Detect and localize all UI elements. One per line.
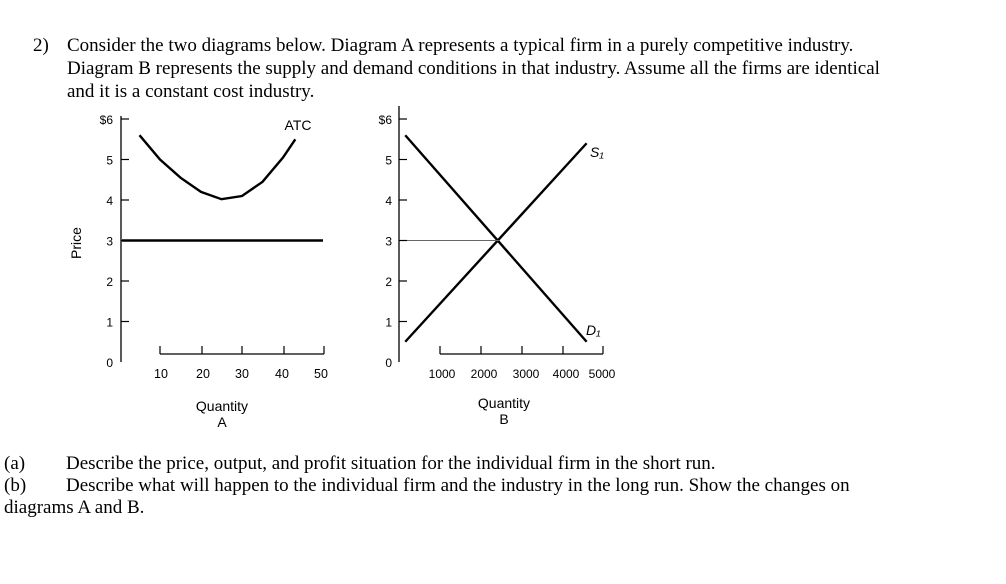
diagram-b-y-tick-label: $6: [378, 113, 392, 127]
diagram-a-y-tick-label: 1: [106, 315, 113, 330]
supply-label: S₁: [590, 144, 604, 160]
diagram-a-title: A: [217, 414, 227, 430]
diagram-a-x-tick-label: 20: [196, 367, 210, 381]
diagram-b: [379, 106, 616, 427]
demand-label: D₁: [586, 322, 601, 338]
question-line-3: and it is a constant cost industry.: [67, 81, 315, 102]
diagram-a-x-tick-label: 30: [235, 367, 249, 381]
diagram-a-y-tick-label: $6: [99, 113, 113, 127]
diagram-a-x-label: Quantity: [195, 398, 249, 414]
diagram-b-y-tick-label: 2: [385, 275, 392, 289]
diagram-b-x-tick-label: 1000: [428, 367, 456, 381]
diagram-b-y-tick-label: 0: [385, 356, 392, 370]
diagram-a-y-tick-label: 5: [106, 153, 113, 168]
diagram-a-x-tick-label: 50: [314, 367, 328, 381]
atc-label: ATC: [284, 117, 312, 133]
diagram-b-y-tick-label: 1: [385, 315, 392, 330]
question-number: 2): [33, 35, 49, 56]
part-a-label: (a): [4, 453, 26, 474]
diagram-a-x-tick-label: 40: [275, 367, 289, 381]
diagram-b-x-tick-label: 4000: [552, 367, 580, 381]
diagram-b-x-tick-label: 2000: [470, 367, 498, 381]
part-b-continuation: diagrams A and B.: [4, 497, 145, 518]
diagram-a-y-tick-label: 0: [106, 356, 113, 370]
diagram-a-y-tick-label: 3: [106, 234, 113, 249]
diagram-a-y-label: Price: [68, 227, 84, 259]
diagram-b-y-tick-label: 4: [385, 194, 392, 208]
diagram-b-title: B: [499, 411, 509, 427]
diagram-b-x-tick-label: 3000: [512, 367, 540, 381]
diagram-b-y-tick-label: 5: [385, 153, 392, 168]
diagram-b-x-label: Quantity: [477, 395, 531, 411]
part-b-label: (b): [4, 475, 27, 496]
diagram-b-x-tick-label: 5000: [588, 367, 616, 381]
question-line-2: Diagram B represents the supply and demand conditions in that industry. Assume all the firms are identical: [67, 58, 880, 79]
diagram-a-x-tick-label: 10: [154, 367, 168, 381]
question-line-1: Consider the two diagrams below. Diagram A represents a typical firm in a purely competitive industry.: [67, 35, 854, 56]
diagram-b-y-tick-label: 3: [385, 234, 392, 249]
diagram-a: [68, 113, 328, 430]
diagram-a-y-tick-label: 2: [106, 275, 113, 289]
part-b-text: Describe what will happen to the individual firm and the industry in the long run. Show the changes on: [66, 475, 850, 496]
atc-curve: [140, 135, 296, 199]
part-a-text: Describe the price, output, and profit situation for the individual firm in the short run.: [66, 453, 716, 474]
diagram-a-y-tick-label: 4: [106, 194, 113, 208]
